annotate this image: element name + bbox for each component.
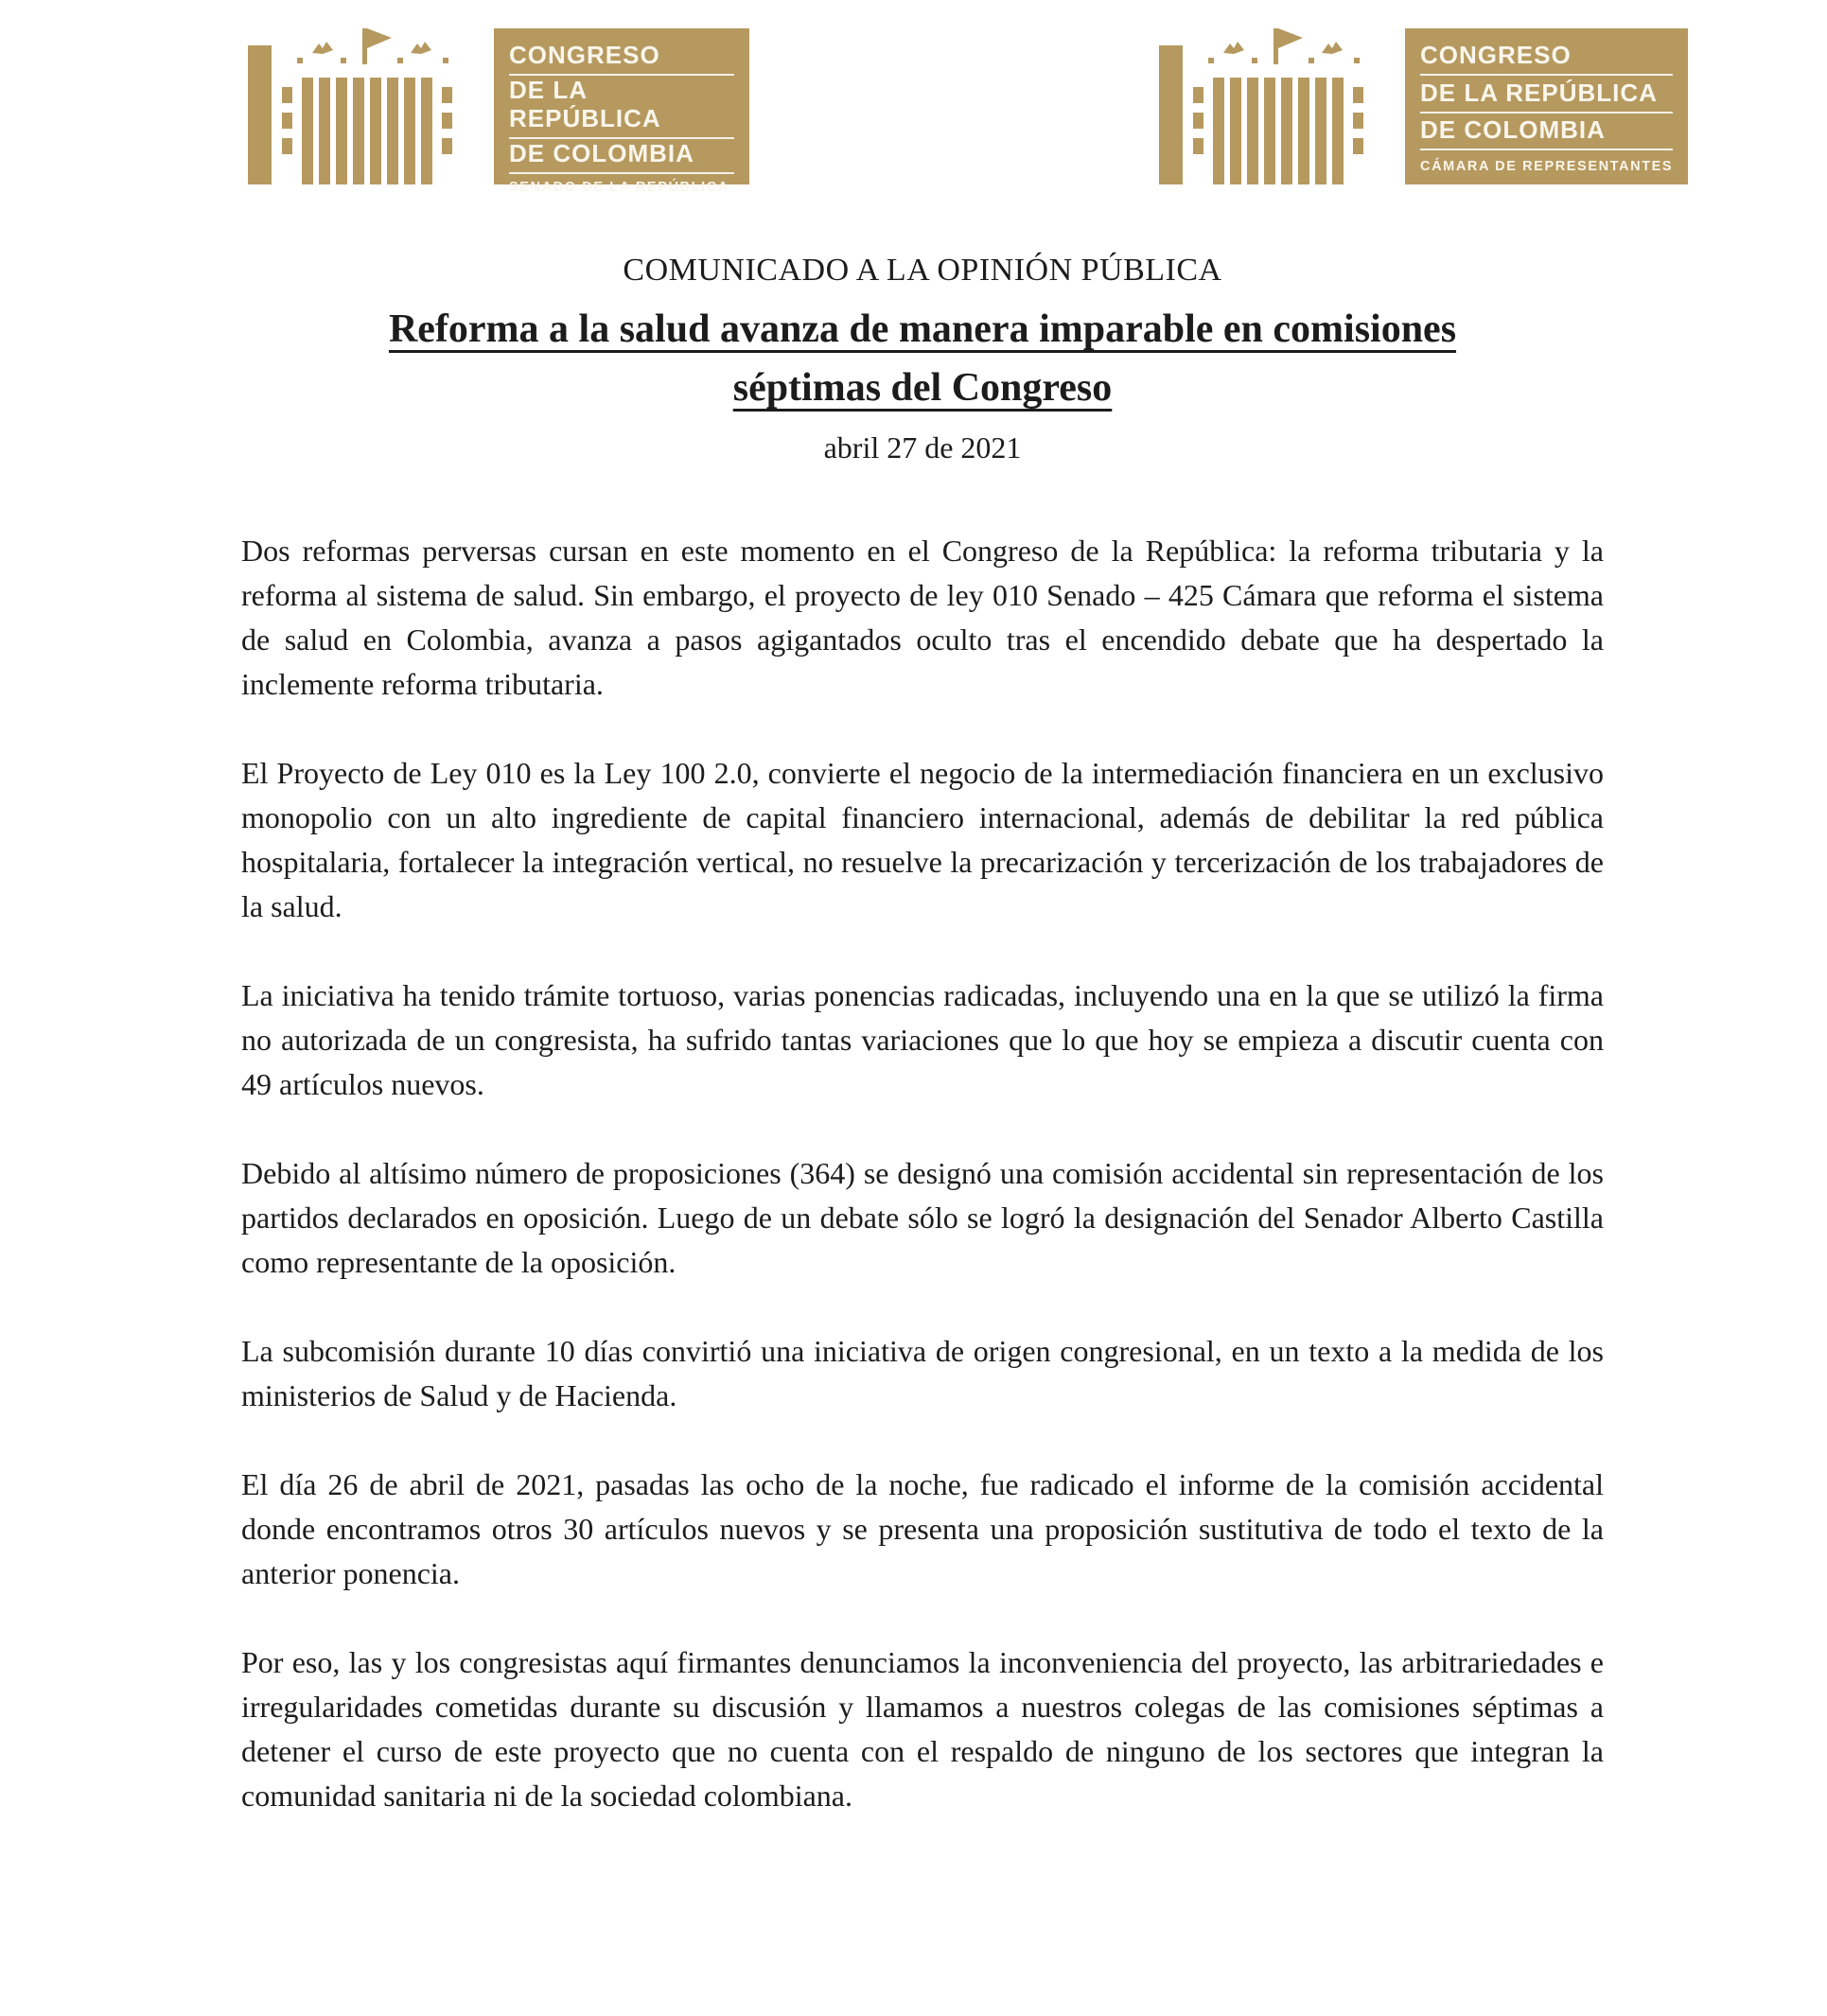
header-logos [0,0,1827,195]
logo-chamber-label: SENADO DE LA REPÚBLICA [509,180,729,195]
flag-pole-icon [1274,28,1278,64]
communique-kicker: COMUNICADO A LA OPINIÓN PÚBLICA [623,253,1222,288]
logo-org-line: CONGRESO [509,41,734,76]
house-logo-plate [1405,28,1688,184]
dove-right-icon [411,42,431,54]
logo-org-line: DE LA REPÚBLICA [509,76,734,139]
house-logo [1159,28,1674,184]
flag-pole-icon [362,28,367,64]
senate-logo [248,28,749,195]
headline-block [241,251,1604,466]
dot-left2-icon [341,58,346,63]
logo-org-line: DE COLOMBIA [509,139,734,174]
logo-org-line: CONGRESO [1420,41,1673,76]
logo-org-line: DE COLOMBIA [1420,115,1673,150]
dot-right2-icon [443,58,448,63]
dove-left-icon [1223,42,1244,54]
capitol-colonnade-icon [1159,28,1396,184]
document-title-line-1: Reforma a la salud avanza de manera imparable en comisiones [388,307,1457,351]
flag-icon [1278,28,1303,48]
dove-right-icon [1322,42,1343,54]
dot-right-icon [397,58,403,63]
capitol-colonnade-icon [248,28,484,184]
document-body [241,529,1604,1818]
document-title [241,300,1604,417]
logo-org-line: DE LA REPÚBLICA [1420,79,1673,114]
paragraph-2: El Proyecto de Ley 010 es la Ley 100 2.0, convierte el negocio de la intermediación financiera en un exclusivo monopolio con un alto ingrediente de capital financiero internacional, además de debilitar la red pública hospitalaria, fortalecer la integración vertical, no resuelve la precarización y tercerización de los trabajadores de la salud. [241,756,1604,923]
paragraph-1: Dos reformas perversas cursan en este momento en el Congreso de la República: la reforma tributaria y la reforma al sistema de salud. Sin embargo, el proyecto de ley 010 Senado – 425 Cámara que reforma el sistema de salud en Colombia, avanza a pasos agigantados oculto tras el encendido debate que ha despertado la inclemente reforma tributaria. [241,534,1604,701]
dot-left-icon [1208,58,1214,63]
logo-chamber-label: CÁMARA DE REPRESENTANTES [1420,158,1674,174]
dot-right2-icon [1354,58,1360,63]
document-date: abril 27 de 2021 [823,430,1022,465]
dot-right-icon [1309,58,1314,63]
paragraph-6: El día 26 de abril de 2021, pasadas las ocho de la noche, fue radicado el informe de la comisión accidental donde encontramos otros 30 artículos nuevos y se presenta una proposición sustitutiva de todo el texto de la anterior ponencia. [241,1467,1604,1590]
senate-logo-plate [494,28,749,195]
paragraph-5: La subcomisión durante 10 días convirtió una iniciativa de origen congresional, en un texto a la medida de los ministerios de Salud y de Hacienda. [241,1334,1604,1412]
dove-left-icon [312,42,333,54]
dot-left2-icon [1252,58,1257,63]
document-title-line-2: séptimas del Congreso [732,366,1113,410]
dot-left-icon [297,58,303,63]
paragraph-3: La iniciativa ha tenido trámite tortuoso, varias ponencias radicadas, incluyendo una en la que se utilizó la firma no autorizada de un congresista, ha sufrido tantas variaciones que lo que hoy se empieza a discutir cuenta con 49 artículos nuevos. [241,978,1604,1101]
paragraph-4: Debido al altísimo número de proposiciones (364) se designó una comisión accidental sin representación de los partidos declarados en oposición. Luego de un debate sólo se logró la designación del Senador Alberto Castilla como representante de la oposición. [241,1156,1604,1279]
flag-icon [367,28,392,48]
paragraph-7: Por eso, las y los congresistas aquí firmantes denunciamos la inconveniencia del proyecto, las arbitrariedades e irregularidades cometidas durante su discusión y llamamos a nuestros colegas de las comisiones séptimas a detener el curso de este proyecto que no cuenta con el respaldo de ninguno de los sectores que integran la comunidad sanitaria ni de la sociedad colombiana. [241,1645,1604,1813]
